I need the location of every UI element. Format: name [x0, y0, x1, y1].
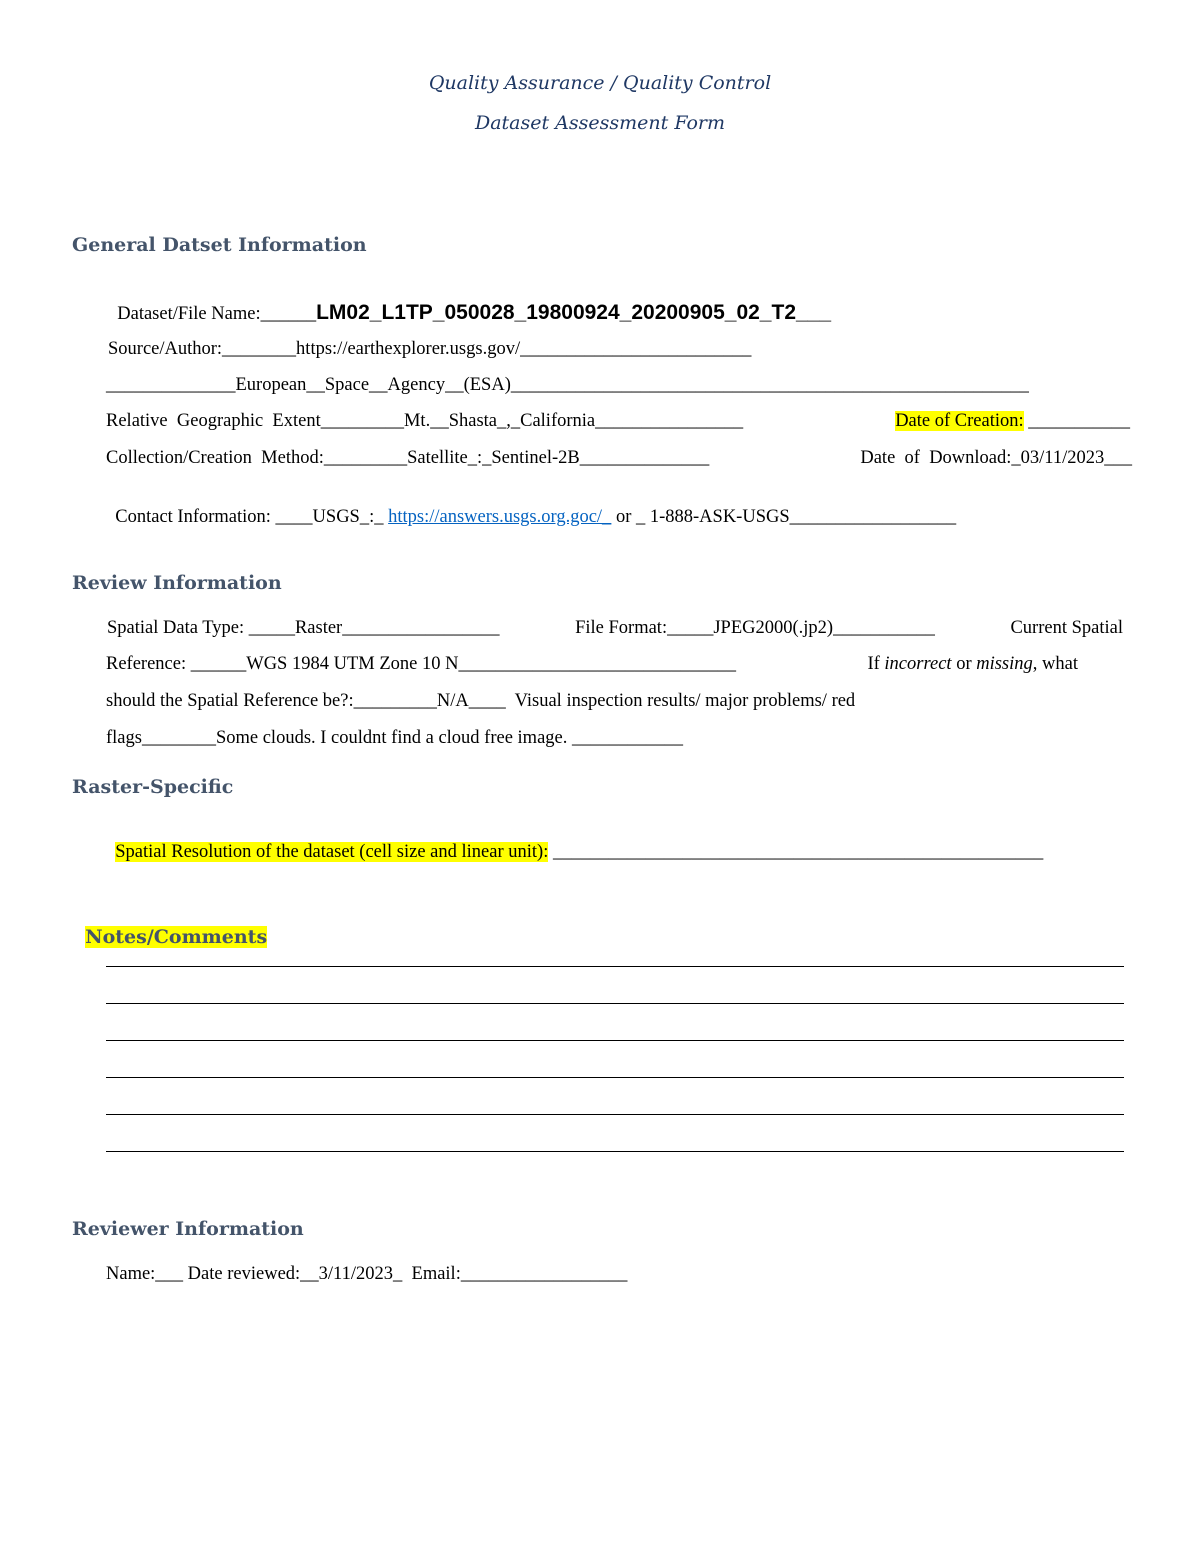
review-info-heading: Review Information: [72, 572, 282, 594]
source-author-field: Source/Author:________https://earthexplorer.usgs.gov/_________________________: [108, 339, 752, 359]
file-format-field: File Format:_____JPEG2000(.jp2)___________: [575, 618, 935, 638]
spatial-resolution-value: _____________________________________________________: [548, 842, 1044, 862]
dataset-name-value: LM02_L1TP_050028_19800924_20200905_02_T2___: [316, 301, 832, 324]
notes-heading: [72, 904, 267, 948]
source-author-continuation: ______________European__Space__Agency__(ESA)________________________________________________________: [106, 375, 1029, 395]
reviewer-info-heading: Reviewer Information: [72, 1218, 304, 1240]
notes-line-4[interactable]: [106, 1077, 1124, 1078]
form-title: Quality Assurance / Quality Control: [428, 72, 772, 94]
contact-link[interactable]: https://answers.usgs.org.goc/_: [388, 507, 612, 527]
contact-label: Contact Information: ____USGS_:_: [115, 507, 389, 527]
collection-method-field: Collection/Creation Method:_________Satellite_:_Sentinel-2B______________: [106, 448, 710, 468]
contact-row: [106, 484, 956, 528]
notes-line-5[interactable]: [106, 1114, 1124, 1115]
notes-line-6[interactable]: [106, 1151, 1124, 1152]
reviewer-info-row: Name:___ Date reviewed:__3/11/2023_ Email:__________________: [106, 1264, 628, 1284]
spatial-reference-label: Current Spatial: [1010, 618, 1123, 638]
review-row-4: flags________Some clouds. I couldnt find a cloud free image. ____________: [106, 728, 683, 748]
notes-line-2[interactable]: [106, 1003, 1124, 1004]
extent-row: [106, 410, 1130, 432]
date-of-creation-label: Date of Creation:: [895, 411, 1024, 431]
spatial-resolution-label: Spatial Resolution of the dataset (cell size and linear unit):: [115, 842, 549, 862]
form-subtitle: Dataset Assessment Form: [474, 112, 725, 134]
spatial-reference-field: Reference: ______WGS 1984 UTM Zone 10 N______________________________: [106, 654, 736, 674]
method-row: [106, 447, 1132, 469]
contact-phone: or _ 1-888-ASK-USGS__________________: [611, 507, 957, 527]
general-info-heading: General Datset Information: [72, 234, 367, 256]
notes-heading-label: Notes/Comments: [85, 926, 268, 948]
review-row-3: should the Spatial Reference be?:_________N/A____ Visual inspection results/ major problems/ red: [106, 691, 856, 711]
notes-line-3[interactable]: [106, 1040, 1124, 1041]
date-of-download-field: Date of Download:_03/11/2023___: [860, 448, 1132, 468]
dataset-name-row: [108, 280, 831, 325]
review-row-2: [106, 653, 1078, 675]
notes-line-1[interactable]: [106, 966, 1124, 967]
date-of-creation-value: ___________: [1028, 411, 1130, 431]
incorrect-missing-text: If incorrect or missing, what: [867, 654, 1078, 674]
review-row-1: [107, 617, 1123, 639]
spatial-data-type-field: Spatial Data Type: _____Raster_________________: [107, 618, 500, 638]
geographic-extent-field: Relative Geographic Extent_________Mt.__Shasta_,_California________________: [106, 411, 744, 431]
raster-specific-heading: Raster-Specific: [72, 776, 234, 798]
dataset-name-label: Dataset/File Name:______: [117, 304, 317, 324]
resolution-row: [106, 819, 1043, 863]
